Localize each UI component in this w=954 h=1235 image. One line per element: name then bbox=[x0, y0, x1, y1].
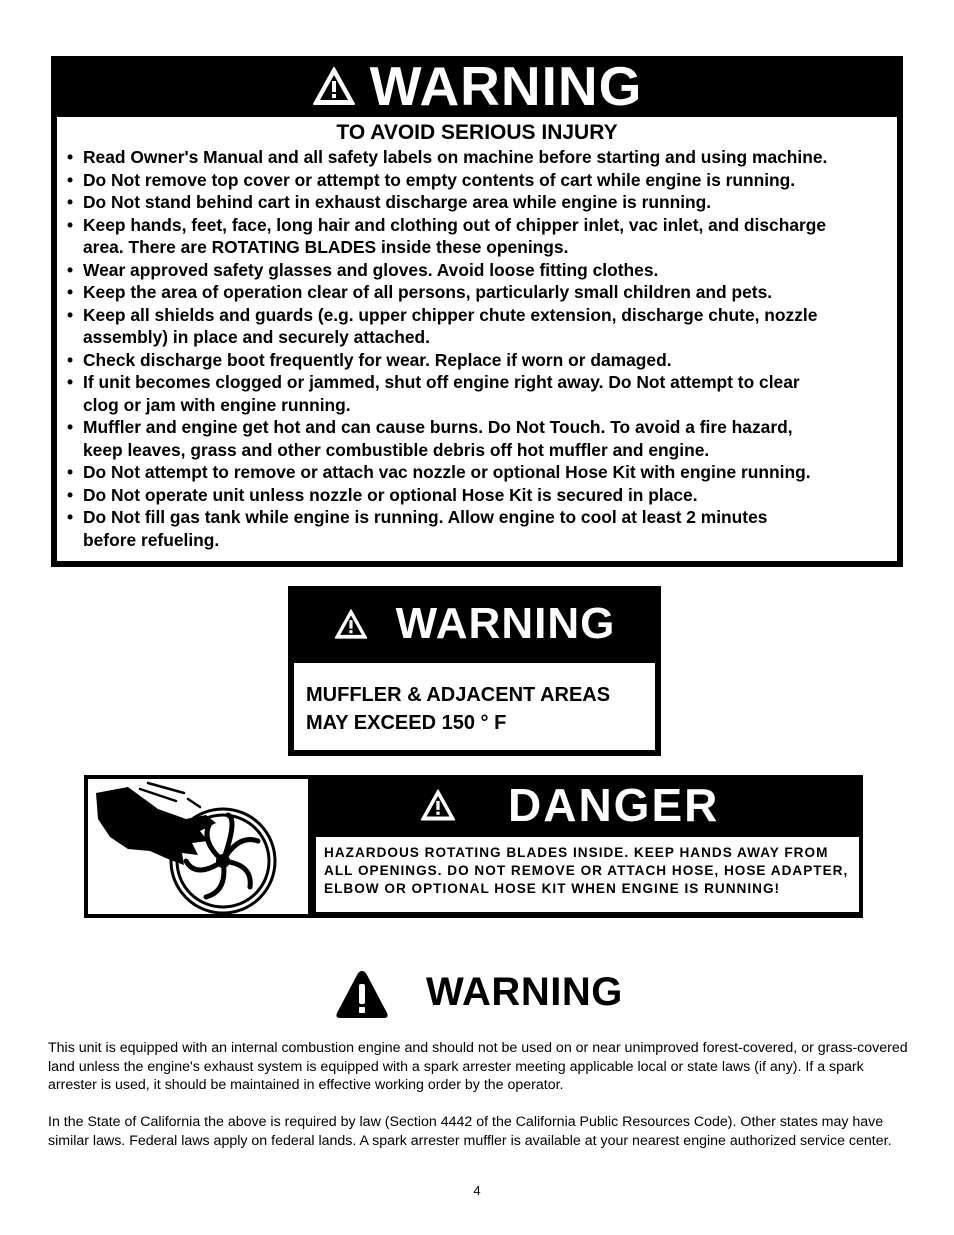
danger-title: DANGER bbox=[508, 779, 720, 831]
bullet-icon: • bbox=[67, 192, 74, 212]
warning-subtitle: TO AVOID SERIOUS INJURY bbox=[336, 121, 618, 144]
list-item: • Do Not remove top cover or attempt to empty contents of cart while engine is running. bbox=[67, 169, 796, 190]
page-number: 4 bbox=[473, 1183, 481, 1198]
list-item: • Read Owner's Manual and all safety labels on machine before starting and using machine. bbox=[67, 147, 828, 167]
bullet-icon: • bbox=[67, 147, 74, 167]
warning-triangle-icon bbox=[420, 788, 456, 822]
warning-content bbox=[57, 117, 897, 561]
warning-content bbox=[294, 663, 655, 750]
warning-title: WARNING bbox=[426, 970, 623, 1014]
muffler-warning-line: MAY EXCEED 150 ° F bbox=[306, 712, 507, 734]
bullet-icon: • bbox=[67, 282, 74, 302]
danger-box bbox=[84, 775, 863, 918]
warning-heading-plain bbox=[334, 966, 634, 1026]
list-item: • Muffler and engine get hot and can cause burns. Do Not Touch. To avoid a fire hazard, keep leaves, grass and other combustible debris off hot muffler and engine. bbox=[67, 417, 793, 460]
warning-header bbox=[288, 586, 661, 662]
bullet-icon: • bbox=[67, 372, 74, 392]
list-item: • Do Not fill gas tank while engine is running. Allow engine to cool at least 2 minutes before refueling. bbox=[67, 507, 768, 550]
danger-text-line: ELBOW OR OPTIONAL HOSE KIT WHEN ENGINE IS RUNNING! bbox=[324, 881, 781, 896]
spark-arrester-paragraph: This unit is equipped with an internal combustion engine and should not be used on or near unimproved forest-covered, or grass-covered land unless the engine's exhaust system is equipped with a spark arrester meeting applicable local or state laws (if any). If a spark arrester is used, it should be maintained in effective working order by the operator. bbox=[48, 1040, 908, 1093]
bullet-icon: • bbox=[67, 462, 74, 482]
warning-triangle-icon bbox=[334, 968, 390, 1020]
warning-title: WARNING bbox=[369, 55, 643, 117]
list-item: • Do Not operate unit unless nozzle or optional Hose Kit is secured in place. bbox=[67, 484, 698, 505]
safety-bullet-list bbox=[57, 146, 897, 551]
danger-header bbox=[312, 775, 863, 835]
list-item: • Keep the area of operation clear of all persons, particularly small children and pets. bbox=[67, 282, 773, 302]
list-item: • Do Not attempt to remove or attach vac nozzle or optional Hose Kit with engine running. bbox=[67, 462, 811, 482]
danger-text-line: ALL OPENINGS. DO NOT REMOVE OR ATTACH HOSE, HOSE ADAPTER, bbox=[324, 863, 849, 878]
muffler-warning-line: MUFFLER & ADJACENT AREAS bbox=[306, 684, 611, 706]
bullet-icon: • bbox=[67, 484, 74, 505]
warning-triangle-icon bbox=[334, 608, 368, 640]
list-item: • Keep all shields and guards (e.g. upper chipper chute extension, discharge chute, nozzle assembly) in place and securely attached. bbox=[67, 304, 818, 347]
warning-box-safety bbox=[51, 56, 903, 567]
danger-content bbox=[316, 837, 859, 912]
warning-header bbox=[51, 56, 903, 116]
bullet-icon: • bbox=[67, 169, 74, 190]
bullet-icon: • bbox=[67, 304, 74, 325]
list-item: • Do Not stand behind cart in exhaust discharge area while engine is running. bbox=[67, 192, 712, 212]
bullet-icon: • bbox=[67, 507, 74, 527]
warning-box-muffler bbox=[288, 586, 661, 756]
bullet-icon: • bbox=[67, 417, 74, 437]
list-item: • Check discharge boot frequently for wear. Replace if worn or damaged. bbox=[67, 349, 672, 370]
warning-title: WARNING bbox=[395, 599, 616, 648]
bullet-icon: • bbox=[67, 349, 74, 370]
list-item: • Keep hands, feet, face, long hair and clothing out of chipper inlet, vac inlet, and discharge area. There are ROTATING BLADES inside these openings. bbox=[67, 214, 827, 257]
bullet-icon: • bbox=[67, 259, 74, 280]
list-item: • Wear approved safety glasses and gloves. Avoid loose fitting clothes. bbox=[67, 259, 659, 280]
danger-text-line: HAZARDOUS ROTATING BLADES INSIDE. KEEP HANDS AWAY FROM bbox=[324, 845, 829, 860]
warning-triangle-icon bbox=[312, 66, 356, 106]
bullet-icon: • bbox=[67, 214, 74, 235]
california-law-paragraph: In the State of California the above is required by law (Section 4442 of the California Public Resources Code). Other states may have similar laws. Federal laws apply on federal lands. A spark arrester muffler is available at your nearest engine authorized service center. bbox=[48, 1114, 892, 1149]
list-item: • If unit becomes clogged or jammed, shut off engine right away. Do Not attempt to clear clog or jam with engine running. bbox=[67, 372, 800, 415]
rotating-blade-hand-icon bbox=[88, 779, 308, 914]
